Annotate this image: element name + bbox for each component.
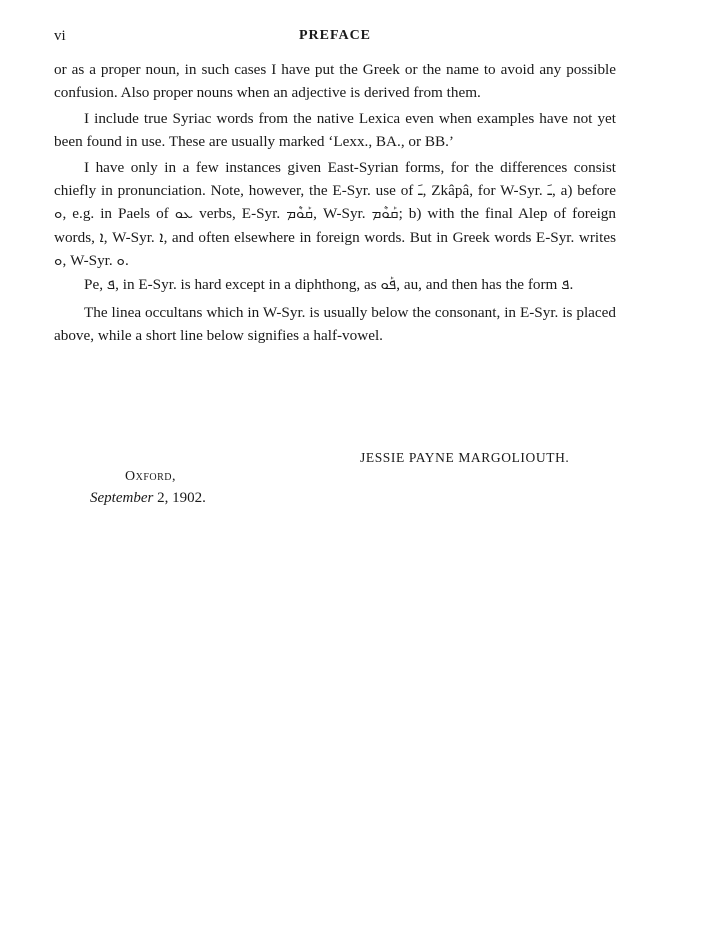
page-header bbox=[54, 28, 616, 48]
date-day-year: 2, 1902. bbox=[153, 490, 206, 506]
page-number: vi bbox=[54, 28, 66, 44]
running-head: PREFACE bbox=[298, 28, 372, 43]
place-line: Oxford, bbox=[125, 469, 177, 484]
paragraph-pe: Pe, ܦ, in E-Syr. is hard except in a diphthong, as ܦܰܘ, au, and then has the form ܦ. bbox=[84, 275, 574, 293]
paragraph-east-syrian: I have only in a few instances given East-Syrian forms, for the differences consist chiefly in pronunciation. Note, however, the E-Syr. use of ـَ, Zkâpâ, for W-Syr. ـَ, a) before ܘ, e.g. in Paels of ܥܘ verbs, E-Syr. ܩܰܘܶܡ, W-Syr. ܩܰܘܶܡ; b) with the final Alep of foreign words, ܐ, W-Syr. ܐ, and often elsewhere in foreign words. But in Greek words E-Syr. writes ܘ, W-Syr. ܘ. bbox=[54, 158, 616, 270]
date-line bbox=[90, 490, 206, 507]
paragraph-linea-occultans: The linea occultans which in W-Syr. is usually below the consonant, in E-Syr. is placed above, while a short line below signifies a half-vowel. bbox=[54, 304, 616, 345]
paragraph-lexica: I include true Syriac words from the native Lexica even when examples have not yet been found in use. These are usually marked ‘Lexx., BA., or BB.’ bbox=[54, 109, 616, 151]
date-month: September bbox=[90, 490, 154, 506]
author-signature: JESSIE PAYNE MARGOLIOUTH. bbox=[360, 450, 570, 465]
preface-body bbox=[54, 58, 616, 348]
paragraph-continuation: or as a proper noun, in such cases I have put the Greek or the name to avoid any possible confusion. Also proper nouns when an adjective is derived from them. bbox=[54, 61, 616, 102]
